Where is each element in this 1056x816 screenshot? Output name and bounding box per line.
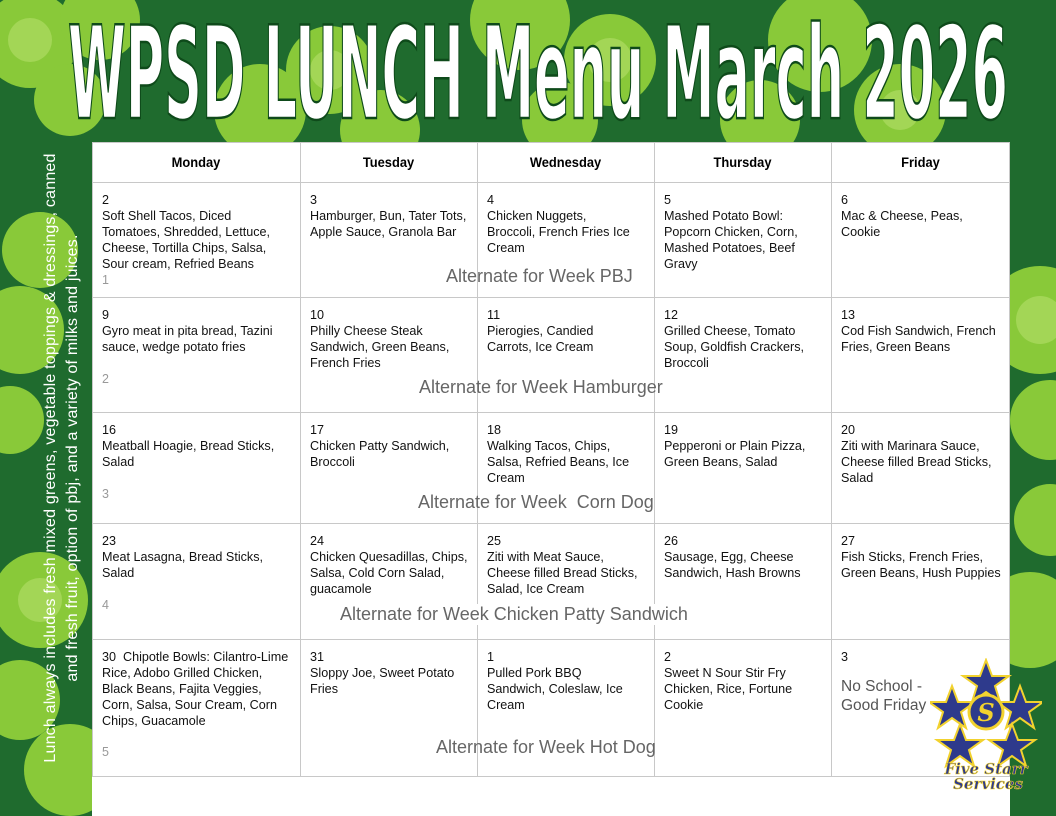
alternate-label: Alternate for Week Hot Dog [436,737,656,757]
header-thursday: Thursday [713,154,772,170]
date-number: 11 [487,308,501,322]
grid-line [92,142,93,776]
date-number: 2 [664,650,672,664]
badge-letter: S [977,698,995,727]
menu-text: Gyro meat in pita bread, Tazini sauce, wedge potato fries [102,324,273,354]
menu-text: Pulled Pork BBQ Sandwich, Coleslaw, Ice Cream [487,666,623,712]
date-number: 27 [841,534,856,548]
alternate-label: Alternate for Week PBJ [446,266,633,286]
header-friday: Friday [901,154,940,170]
date-number: 12 [664,308,679,322]
menu-cell [102,307,292,355]
menu-text: Sweet N Sour Stir Fry Chicken, Rice, Fortune Cookie [664,666,793,712]
menu-cell [487,307,627,355]
week-number: 4 [102,598,109,612]
logo-text-line1: Five Starr [944,760,1028,778]
menu-cell [102,192,292,272]
week-number: 3 [102,487,109,501]
header-monday: Monday [171,154,221,170]
date-number: 26 [664,534,679,548]
menu-text: Ziti with Marinara Sauce, Cheese filled Bread Sticks, Salad [841,439,992,485]
grid-line [92,639,1010,640]
menu-text: Mashed Potato Bowl: Popcorn Chicken, Corn, Mashed Potatoes, Beef Gravy [664,209,798,271]
date-number: 3 [310,193,318,207]
no-school-note: No School - Good Friday [841,678,927,714]
grid-line [831,142,832,776]
menu-cell [487,649,627,713]
menu-text: Grilled Cheese, Tomato Soup, Goldfish Crackers, Broccoli [664,324,804,370]
title-text: WPSD LUNCH Menu March 2026 [68,0,1008,140]
date-number: 18 [487,423,502,437]
logo-text-line2: Services [953,775,1023,793]
menu-cell [487,192,637,256]
grid-line [92,776,1010,777]
menu-text: Pierogies, Candied Carrots, Ice Cream [487,324,594,354]
date-number: 20 [841,423,856,437]
grid-line [477,142,478,776]
header-wednesday: Wednesday [529,154,602,170]
menu-cell [841,422,1001,486]
menu-cell [102,533,292,581]
date-number: 2 [102,193,110,207]
menu-text: Chipotle Bowls: Cilantro-Lime Rice, Adobo Grilled Chicken, Black Beans, Fajita Veggies, Corn, Salsa, Sour Cream, Corn Chips, Guacamole [102,650,289,728]
date-number: 30 [102,650,117,664]
menu-text: Sausage, Egg, Cheese Sandwich, Hash Browns [664,550,801,580]
grid-line [92,182,1010,183]
alternate-label: Alternate for Week Corn Dog [418,492,654,512]
menu-text: Ziti with Meat Sauce, Cheese filled Bread Sticks, Salad, Ice Cream [487,550,638,596]
date-number: 25 [487,534,502,548]
menu-cell [102,422,292,470]
menu-cell [664,192,824,272]
date-number: 16 [102,423,117,437]
menu-text: Walking Tacos, Chips, Salsa, Refried Beans, Ice Cream [487,439,630,485]
menu-text: Meat Lasagna, Bread Sticks, Salad [102,550,264,580]
date-number: 13 [841,308,856,322]
header-tuesday: Tuesday [362,154,415,170]
menu-calendar [92,142,1010,816]
menu-cell [310,422,470,470]
date-number: 9 [102,308,110,322]
alternate-label: Alternate for Week Chicken Patty Sandwich [334,604,694,625]
menu-cell [102,649,294,729]
five-starr-logo [930,658,1042,794]
menu-text: Sloppy Joe, Sweet Potato Fries [310,666,455,696]
menu-cell [310,649,470,697]
menu-cell [487,533,647,597]
date-number: 3 [841,650,849,664]
week-number: 1 [102,273,109,287]
grid-line [92,142,1010,143]
menu-text: Chicken Nuggets, Broccoli, French Fries Ice Cream [487,209,630,255]
grid-line [92,523,1010,524]
week-number: 5 [102,745,109,759]
menu-text: Cod Fish Sandwich, French Fries, Green Beans [841,324,996,354]
date-number: 31 [310,650,325,664]
menu-text: Soft Shell Tacos, Diced Tomatoes, Shredded, Lettuce, Cheese, Tortilla Chips, Salsa, Sour cream, Refried Beans [102,209,271,271]
menu-cell [664,307,824,371]
date-number: 4 [487,193,495,207]
date-number: 17 [310,423,325,437]
menu-text: Mac & Cheese, Peas, Cookie [841,209,963,239]
date-number: 19 [664,423,679,437]
grid-line [654,142,655,776]
page-title [0,0,1056,140]
menu-text: Fish Sticks, French Fries, Green Beans, Hush Puppies [841,550,1001,580]
grid-line [92,297,1010,298]
date-number: 1 [487,650,495,664]
date-number: 24 [310,534,325,548]
date-number: 23 [102,534,117,548]
date-number: 6 [841,193,849,207]
menu-cell [664,422,824,470]
grid-line [92,412,1010,413]
week-number: 2 [102,372,109,386]
menu-text: Philly Cheese Steak Sandwich, Green Beans, French Fries [310,324,450,370]
menu-cell [487,422,647,486]
menu-text: Chicken Quesadillas, Chips, Salsa, Cold Corn Salad, guacamole [310,550,468,596]
menu-cell [310,307,470,371]
date-number: 5 [664,193,672,207]
menu-cell [664,533,824,581]
menu-cell [841,533,1001,581]
menu-cell [841,307,1001,355]
alternate-label: Alternate for Week Hamburger [419,377,663,397]
menu-text: Meatball Hoagie, Bread Sticks, Salad [102,439,275,469]
menu-text: Hamburger, Bun, Tater Tots, Apple Sauce, Granola Bar [310,209,467,239]
menu-cell [310,533,470,597]
menu-cell [310,192,470,240]
side-note: Lunch always includes fresh mixed greens, vegetable toppings & dressings, canned and fresh fruit, option of pbj, and a variety of milks and juices. [42,153,81,763]
date-number: 10 [310,308,325,322]
menu-cell [841,192,1001,240]
menu-text: Pepperoni or Plain Pizza, Green Beans, Salad [664,439,806,469]
grid-line [300,142,301,776]
menu-cell [664,649,824,713]
menu-text: Chicken Patty Sandwich, Broccoli [310,439,450,469]
